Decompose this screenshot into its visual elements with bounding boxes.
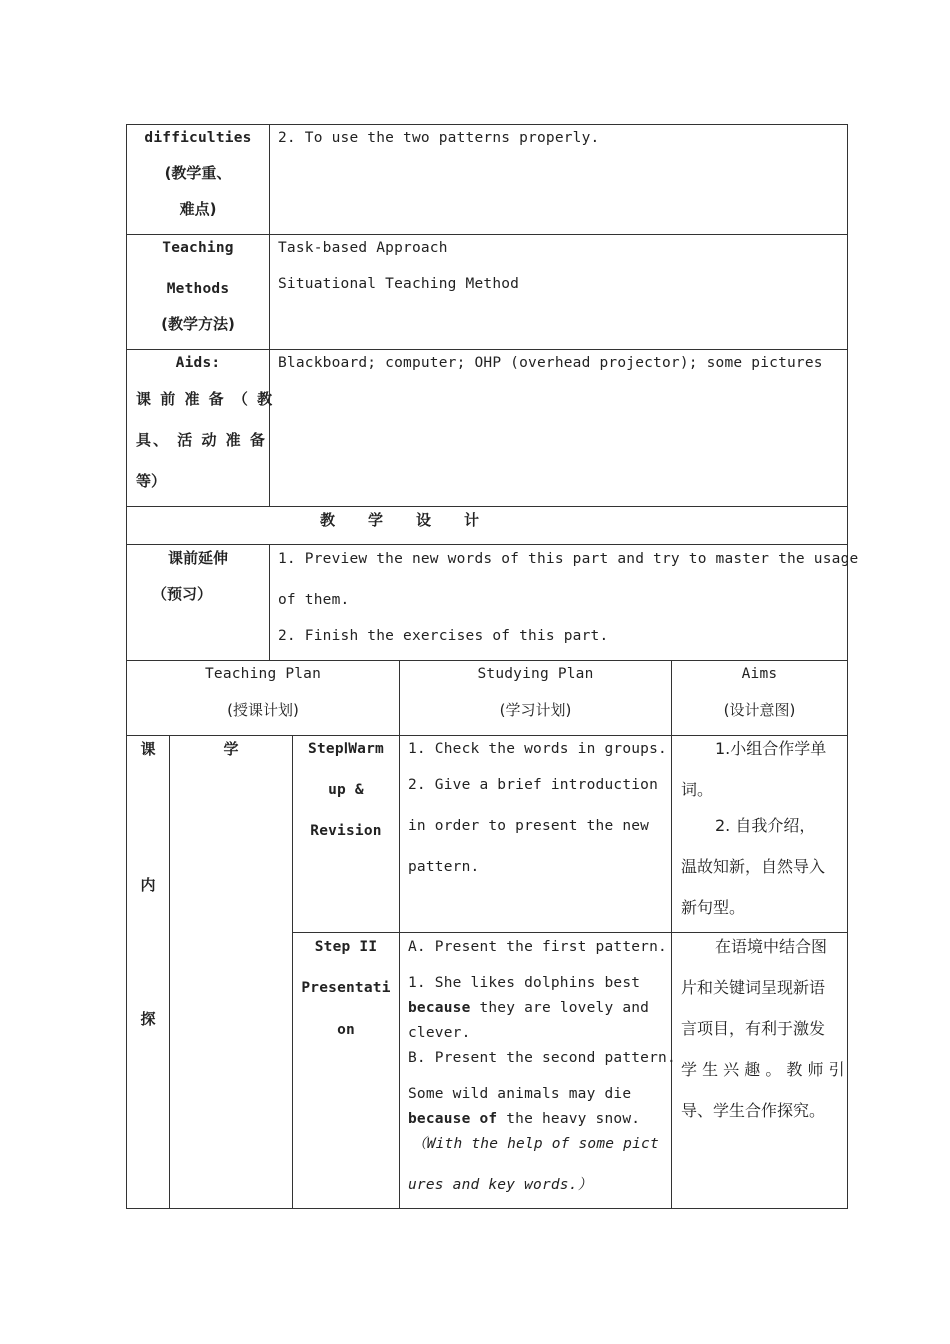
aids-content: Blackboard; computer; OHP (overhead projector); some pictures bbox=[278, 355, 823, 371]
step1-name: Revision bbox=[310, 823, 382, 839]
step2-study-item bbox=[408, 999, 649, 1017]
preview-item: 1. Preview the new words of this part and try to master the usage bbox=[278, 551, 859, 567]
step2-aim: 片和关键词呈现新语 bbox=[681, 978, 826, 997]
table-border-bottom bbox=[126, 1208, 848, 1209]
methods-item: Situational Teaching Method bbox=[278, 276, 520, 292]
step1-aim: 2. 自我介绍， bbox=[715, 816, 816, 835]
design-title: 教 学 设 计 bbox=[320, 511, 481, 529]
table-border-right bbox=[847, 124, 848, 1209]
row-divider bbox=[126, 234, 848, 235]
step2-aim: 学 生 兴 趣 。 教 师 引 bbox=[681, 1060, 845, 1079]
methods-label: Methods bbox=[166, 281, 230, 297]
step2-name: on bbox=[337, 1022, 355, 1038]
step2-study-item bbox=[408, 1110, 640, 1128]
difficulties-label-cn: (教学重、 bbox=[164, 164, 232, 182]
step2-study-item: clever. bbox=[408, 1025, 471, 1041]
preview-label: 课前延伸 bbox=[167, 549, 228, 567]
teaching-plan-header-cn: (授课计划) bbox=[227, 701, 299, 719]
preview-item: of them. bbox=[278, 592, 350, 608]
step1-aim: 温故知新，自然导入 bbox=[681, 857, 826, 876]
side-label: 学 bbox=[223, 740, 239, 758]
column-divider bbox=[269, 124, 270, 507]
row-divider bbox=[126, 506, 848, 507]
aids-label-cn: 课 前 准 备 （ 教 bbox=[136, 390, 275, 408]
keyword-because-of: because of bbox=[408, 1111, 498, 1127]
step1-study-item: 2. Give a brief introduction bbox=[408, 777, 659, 793]
step1-study-item: in order to present the new bbox=[408, 818, 650, 834]
row-divider bbox=[126, 660, 848, 661]
side-label: 内 bbox=[140, 876, 156, 894]
column-divider bbox=[269, 544, 270, 661]
step2-study-item: B. Present the second pattern. bbox=[408, 1050, 676, 1066]
step1-name: up & bbox=[328, 782, 364, 798]
preview-label-cn: （预习） bbox=[152, 585, 213, 603]
keyword-because: because bbox=[408, 1000, 471, 1016]
step2-study-item: ures and key words.） bbox=[408, 1177, 593, 1193]
row-divider bbox=[126, 544, 848, 545]
step1-study-item: pattern. bbox=[408, 859, 480, 875]
teaching-plan-header: Teaching Plan bbox=[204, 666, 322, 682]
step2-aim: 导、学生合作探究。 bbox=[681, 1101, 826, 1120]
step1-name: StepⅠWarm bbox=[308, 741, 384, 757]
step2-study-item: Some wild animals may die bbox=[408, 1086, 632, 1102]
step2-name: Step II bbox=[314, 939, 378, 955]
methods-label: Teaching bbox=[162, 240, 234, 256]
side-label: 课 bbox=[140, 740, 156, 758]
aids-label: Aids: bbox=[175, 355, 221, 371]
aids-label-cn: 等） bbox=[136, 472, 167, 490]
methods-label-cn: (教学方法) bbox=[161, 315, 235, 333]
preview-item: 2. Finish the exercises of this part. bbox=[278, 628, 609, 644]
step2-study-item: A. Present the first pattern. bbox=[408, 939, 667, 955]
row-divider bbox=[126, 735, 848, 736]
step1-study-item: 1. Check the words in groups. bbox=[408, 741, 667, 757]
studying-plan-header: Studying Plan bbox=[477, 666, 594, 682]
row-divider bbox=[292, 932, 848, 933]
aims-header: Aims bbox=[741, 666, 778, 682]
step1-aim: 1.小组合作学单 bbox=[715, 739, 827, 758]
difficulties-label-cn: 难点) bbox=[179, 200, 217, 218]
step2-study-text: they are lovely and bbox=[470, 1000, 650, 1016]
step2-name: Presentati bbox=[301, 980, 391, 996]
aims-header-cn: (设计意图) bbox=[723, 701, 796, 719]
table-border-top bbox=[126, 124, 848, 125]
column-divider bbox=[671, 660, 672, 1209]
step2-study-item: 1. She likes dolphins best bbox=[408, 975, 641, 991]
step1-aim: 词。 bbox=[681, 780, 714, 799]
step2-study-item: （With the help of some pict bbox=[412, 1136, 659, 1152]
column-divider bbox=[399, 660, 400, 1209]
side-label: 探 bbox=[140, 1010, 156, 1028]
step2-aim: 言项目，有利于激发 bbox=[681, 1019, 826, 1038]
methods-item: Task-based Approach bbox=[278, 240, 448, 256]
step1-aim: 新句型。 bbox=[681, 898, 746, 917]
row-divider bbox=[126, 349, 848, 350]
studying-plan-header-cn: (学习计划) bbox=[499, 701, 572, 719]
step2-aim: 在语境中结合图 bbox=[715, 937, 828, 956]
difficulties-label: difficulties bbox=[144, 130, 252, 146]
aids-label-cn: 具、 活 动 准 备 bbox=[136, 431, 267, 449]
column-divider bbox=[292, 735, 293, 1209]
difficulties-content: 2. To use the two patterns properly. bbox=[278, 130, 600, 146]
column-divider bbox=[169, 735, 170, 1209]
step2-study-text: the heavy snow. bbox=[497, 1111, 641, 1127]
